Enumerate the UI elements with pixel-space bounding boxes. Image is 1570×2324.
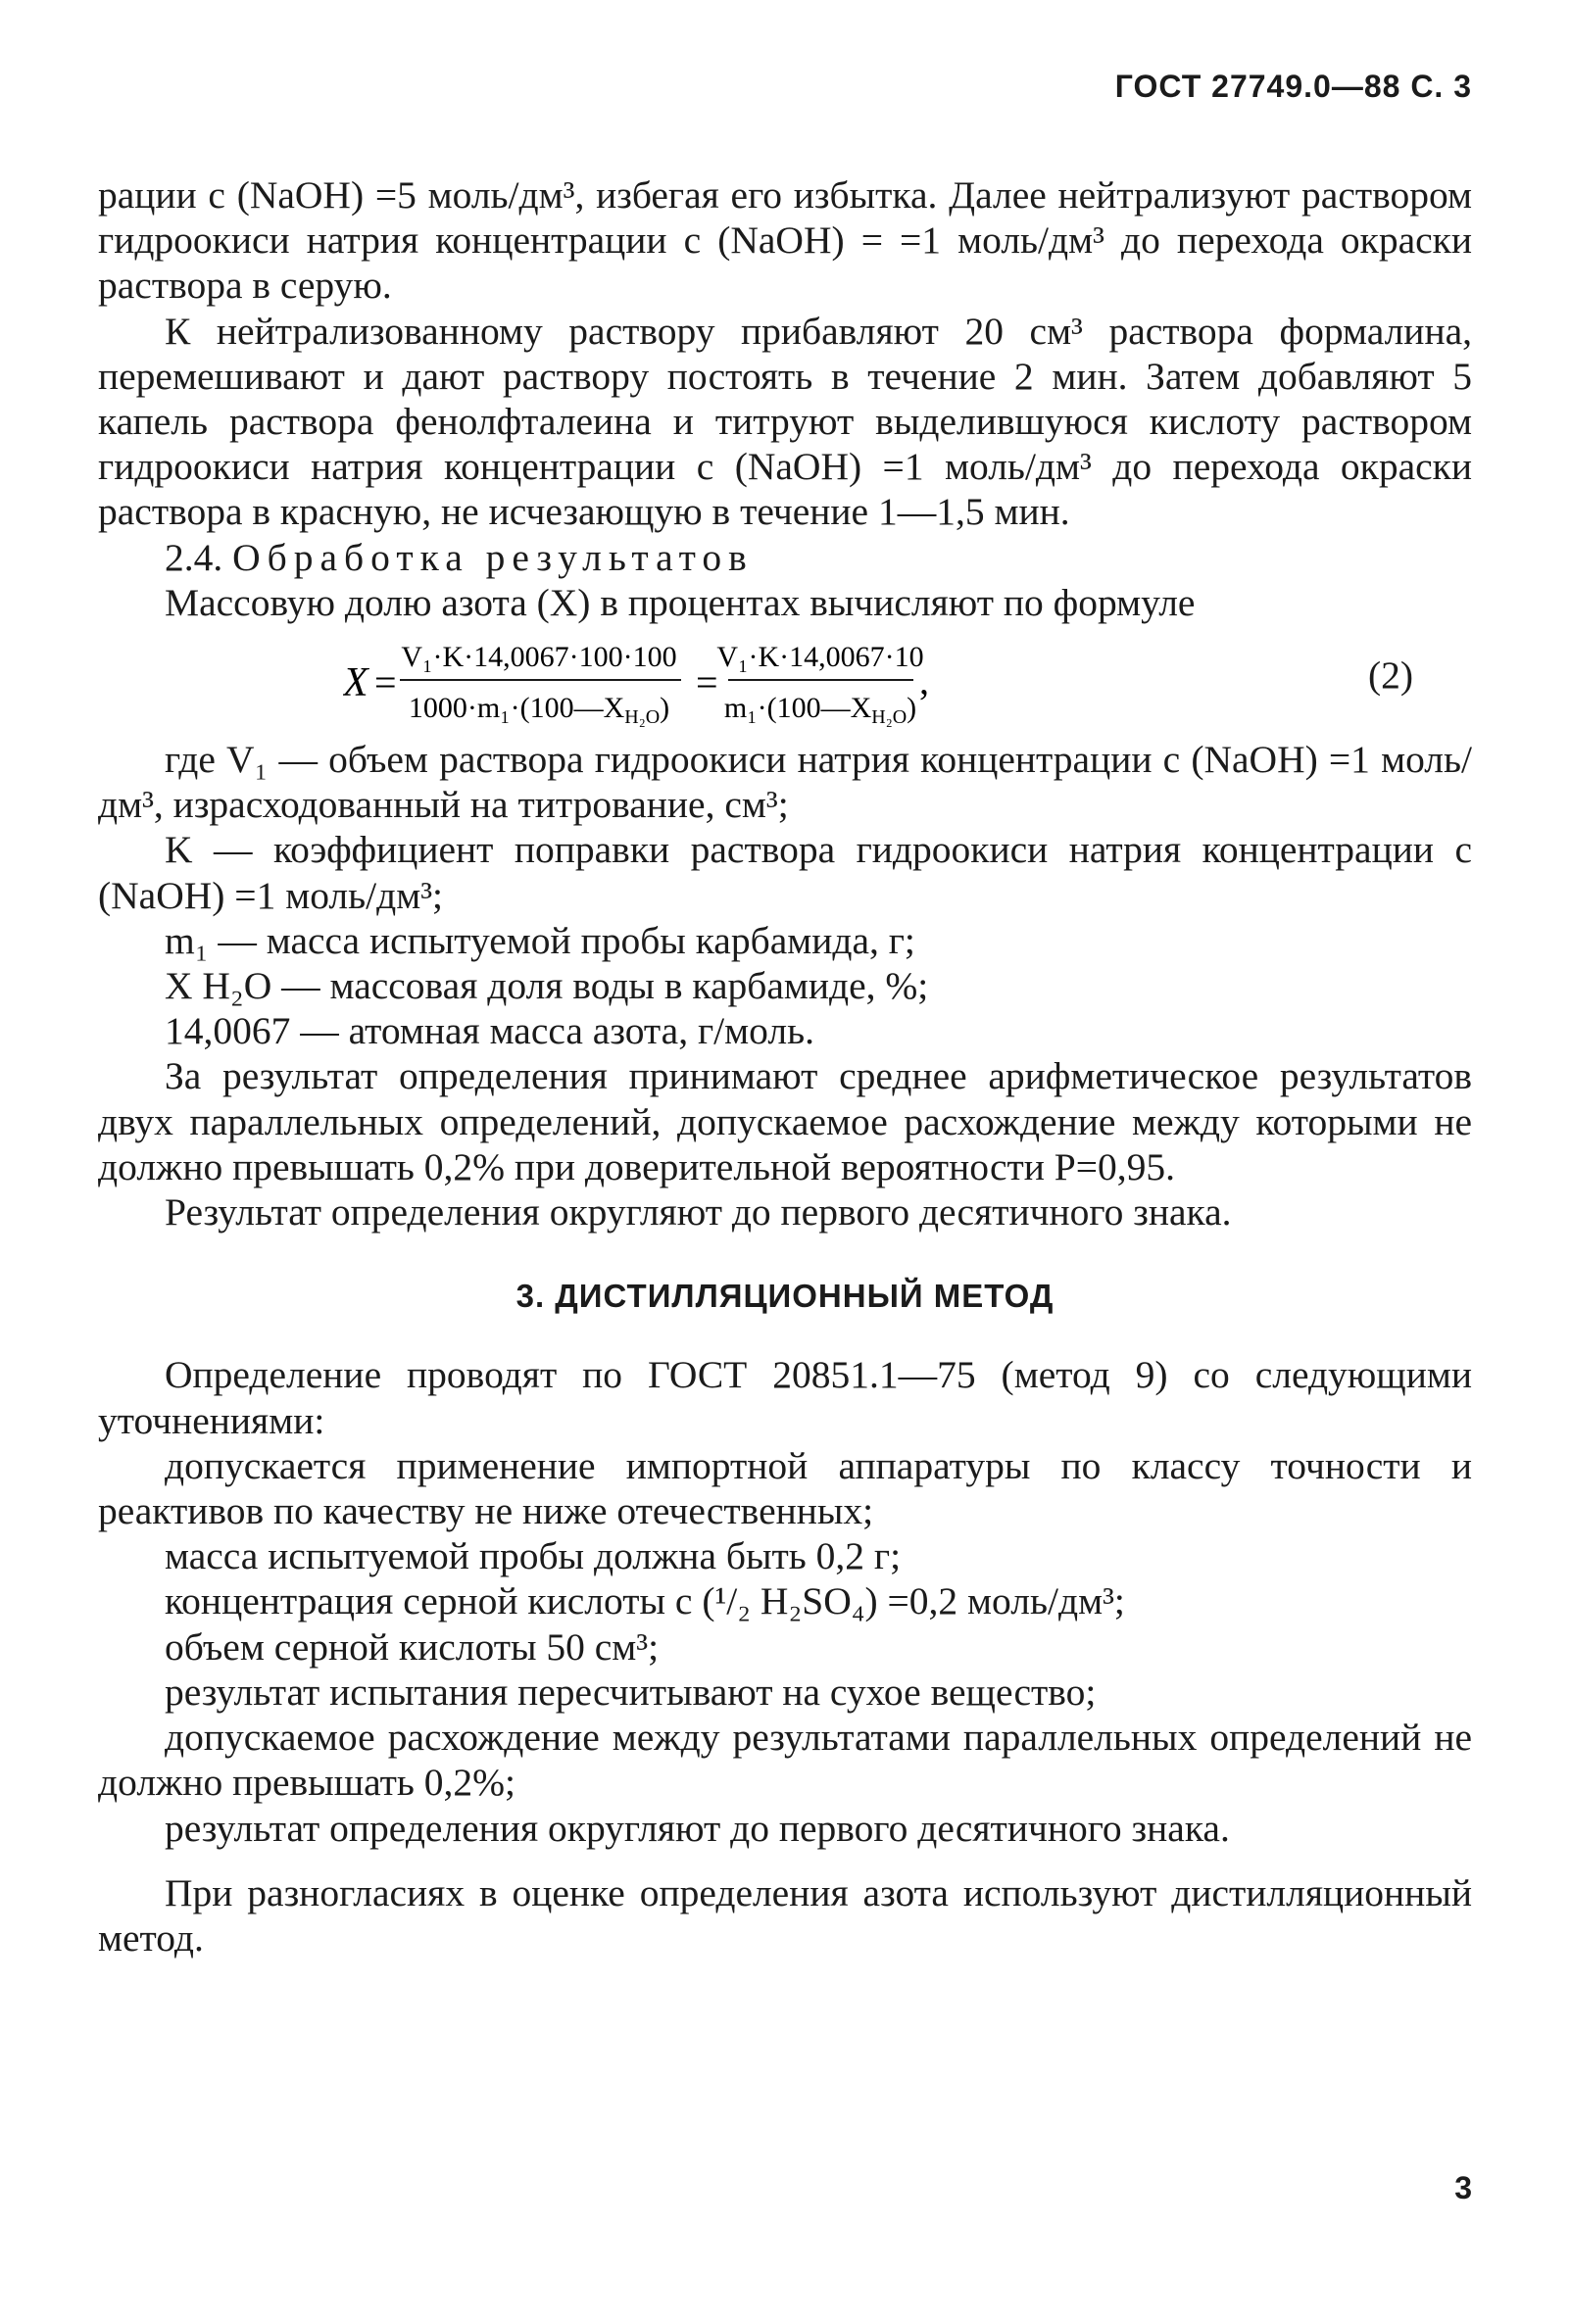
list-item: результат определения округляют до первого десятичного знака. xyxy=(165,1806,1230,1850)
formula-numerator-2: V₁·K·14,0067·10 xyxy=(716,641,924,674)
paragraph: Результат определения округляют до первого десятичного знака. xyxy=(165,1190,1232,1235)
equation-number: (2) xyxy=(1367,654,1413,698)
list-item: допускается применение импортной аппаратуры по классу точности и реактивов по качеству не ниже отечественных; xyxy=(98,1443,1472,1533)
formula-lhs: X xyxy=(343,660,368,706)
definition-item: m₁ — масса испытуемой пробы карбамида, г; xyxy=(165,918,915,962)
formula-numerator-1: V₁·K·14,0067·100·100 xyxy=(401,641,677,674)
paragraph: Определение проводят по ГОСТ 20851.1—75 (метод 9) со следующими уточнениями: xyxy=(98,1353,1472,1442)
definition-item: где V₁ — объем раствора гидроокиси натрия концентрации c (NaOH) =1 моль/дм³, израсходованный на титрование, см³; xyxy=(98,738,1472,827)
page-number: 3 xyxy=(1454,2170,1472,2205)
running-header: ГОСТ 27749.0—88 С. 3 xyxy=(1114,69,1472,104)
formula-block xyxy=(98,629,1472,731)
list-item: концентрация серной кислоты c (¹/₂ H₂SO₄) =0,2 моль/дм³; xyxy=(165,1579,1125,1623)
section-title: 3. ДИСТИЛЛЯЦИОННЫЙ МЕТОД xyxy=(515,1278,1055,1315)
list-item: объем серной кислоты 50 см³; xyxy=(165,1624,660,1669)
formula-denominator-2: $m_1\cdot(100—X_{H_2O})$ xyxy=(723,692,917,729)
heading-text: Обработка результатов xyxy=(232,535,754,579)
definition-item: K — коэффициент поправки раствора гидроокиси натрия концентрации c (NaOH) =1 моль/дм³; xyxy=(98,828,1472,917)
subsection-heading xyxy=(98,535,1472,580)
definition-item: 14,0067 — атомная масса азота, г/моль. xyxy=(165,1009,814,1053)
body-text xyxy=(98,172,1472,1961)
svg-text:=: = xyxy=(374,660,397,705)
list-item: допускаемое расхождение между результатами параллельных определений не должно превышать 0,2%; xyxy=(98,1716,1472,1805)
heading-number: 2.4. xyxy=(165,535,223,579)
list-item: результат испытания пересчитывают на сухое вещество; xyxy=(165,1670,1097,1714)
definition-item: X H₂O — массовая доля воды в карбамиде, %; xyxy=(165,964,929,1008)
paragraph: За результат определения принимают среднее арифметическое результатов двух параллельных определений, допускаемое расхождение между которыми не должно превышать 0,2% при доверительной вероятности P=0,95. xyxy=(98,1054,1472,1188)
formula-denominator-1: $1000\cdot m_1\cdot(100—X_{H_2O})$ xyxy=(408,692,670,729)
paragraph: При разногласиях в оценке определения азота используют дистилляционный метод. xyxy=(98,1870,1472,1960)
formula-2 xyxy=(343,629,1323,731)
svg-text:=: = xyxy=(696,660,718,705)
paragraph: рации c (NaOH) =5 моль/дм³, избегая его избытка. Далее нейтрализуют раствором гидроокиси натрия концентрации c (NaOH) = =1 моль/дм³ до перехода окраски раствора в серую. xyxy=(98,173,1472,308)
list-item: масса испытуемой пробы должна быть 0,2 г; xyxy=(165,1534,902,1578)
svg-text:,: , xyxy=(919,658,929,703)
paragraph: К нейтрализованному раствору прибавляют 20 см³ раствора формалина, перемешивают и дают раствору постоять в течение 2 мин. Затем добавляют 5 капель раствора фенолфталеина и титруют выделившуюся кислоту раствором гидроокиси натрия концентрации c (NaOH) =1 моль/дм³ до перехода окраски раствора в красную, не исчезающую в течение 1—1,5 мин. xyxy=(98,309,1472,534)
paragraph: Массовую долю азота (X) в процентах вычисляют по формуле xyxy=(165,580,1196,624)
